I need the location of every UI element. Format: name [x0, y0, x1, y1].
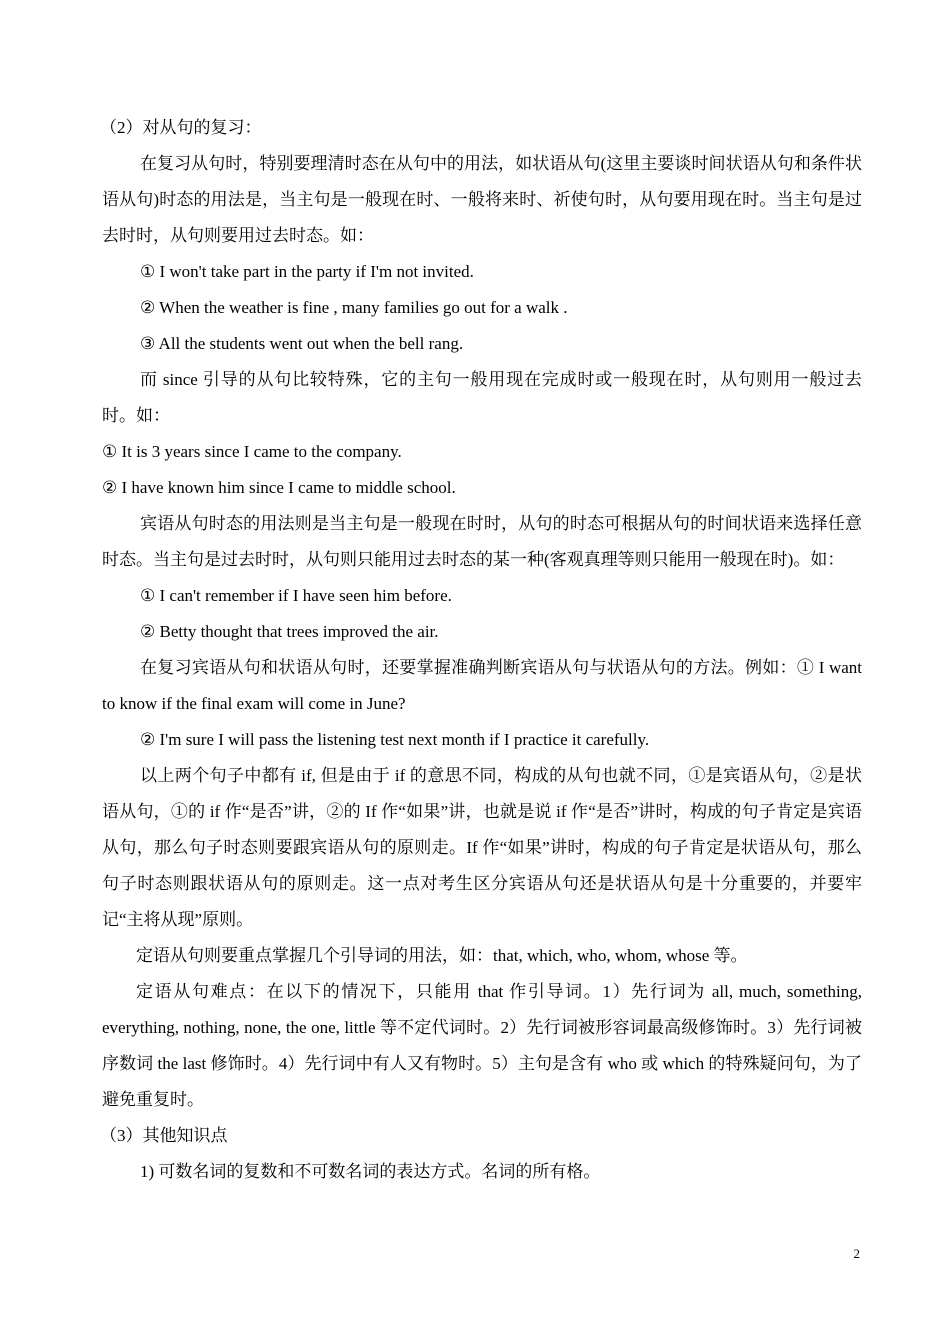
page-number: 2 — [853, 1246, 860, 1261]
example-sentence: ② I'm sure I will pass the listening test next month if I practice it carefully. — [140, 730, 650, 749]
paragraph-distinguish: 在复习宾语从句和状语从句时，还要掌握准确判断宾语从句与状语从句的方法。例如：① I want to know if the final exam will come in June? — [102, 658, 862, 713]
list-item: 1) 可数名词的复数和不可数名词的表达方式。名词的所有格。 — [140, 1162, 601, 1181]
paragraph-if-explain: 以上两个句子中都有 if, 但是由于 if 的意思不同，构成的从句也就不同，①是宾语从句，②是状语从句，①的 if 作“是否”讲，②的 If 作“如果”讲，也就是说 if 作“是否”讲时，构成的句子肯定是宾语从句，那么句子时态则要跟宾语从句的原则走。If 作“如果”讲时，构成的句子肯定是状语从句，那么句子时态则跟状语从句的原则走。这一点对考生区分宾语从句还是状语从句是十分重要的，并要牢记“主将从现”原则。 — [102, 766, 862, 929]
section-heading: （2）对从句的复习： — [100, 118, 262, 137]
example-sentence: ② When the weather is fine , many families go out for a walk . — [140, 298, 568, 317]
paragraph-tense-intro: 在复习从句时，特别要理清时态在从句中的用法，如状语从句(这里主要谈时间状语从句和条件状语从句)时态的用法是，当主句是一般现在时、一般将来时、祈使句时，从句要用现在时。当主句是过去时时，从句则要用过去时态。如： — [102, 154, 862, 245]
example-sentence: ② I have known him since I came to middle school. — [102, 478, 456, 497]
paragraph-object-clause: 宾语从句时态的用法则是当主句是一般现在时时，从句的时态可根据从句的时间状语来选择任意时态。当主句是过去时时，从句则只能用过去时态的某一种(客观真理等则只能用一般现在时)。如： — [102, 514, 862, 569]
paragraph-attributive-difficult: 定语从句难点：在以下的情况下，只能用 that 作引导词。1）先行词为 all, much, something, everything, nothing, none, the one, little 等不定代词时。2）先行词被形容词最高级修饰时。3）先行词被序数词 the last 修饰时。4）先行词中有人又有物时。5）主句是含有 who 或 which 的特殊疑问句，为了避免重复时。 — [102, 982, 862, 1109]
section-heading: （3）其他知识点 — [100, 1126, 228, 1145]
example-sentence: ① It is 3 years since I came to the company. — [102, 442, 402, 461]
example-sentence: ② Betty thought that trees improved the air. — [140, 622, 439, 641]
example-sentence: ① I can't remember if I have seen him before. — [140, 586, 452, 605]
paragraph-attributive: 定语从句则要重点掌握几个引导词的用法，如：that, which, who, whom, whose 等。 — [136, 946, 748, 965]
paragraph-since: 而 since 引导的从句比较特殊，它的主句一般用现在完成时或一般现在时，从句则用一般过去时。如： — [102, 370, 862, 425]
example-sentence: ① I won't take part in the party if I'm not invited. — [140, 262, 474, 281]
document-body — [102, 110, 862, 1190]
example-sentence: ③ All the students went out when the bell rang. — [140, 334, 464, 353]
